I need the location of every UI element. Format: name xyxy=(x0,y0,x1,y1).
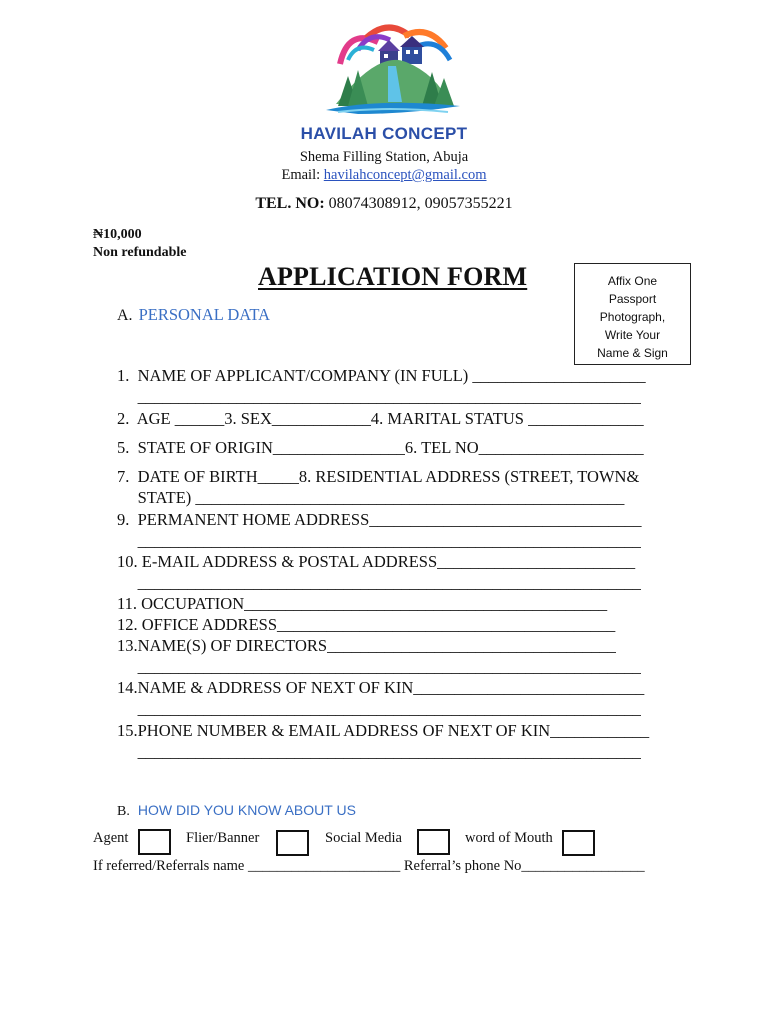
field-age-sex-marital[interactable]: 2. AGE ______3. SEX____________4. MARITAL STATUS ______________ xyxy=(117,409,644,428)
field-next-of-kin[interactable]: 14.NAME & ADDRESS OF NEXT OF KIN____________________________ xyxy=(117,678,645,697)
brand-name: HAVILAH CONCEPT xyxy=(300,124,468,143)
option-flier-label: Flier/Banner xyxy=(186,830,260,846)
email-link[interactable]: havilahconcept@gmail.com xyxy=(323,167,487,183)
field-occupation[interactable]: 11. OCCUPATION____________________________________________ xyxy=(117,594,608,613)
option-agent-label: Agent xyxy=(93,830,129,846)
fee-note: Non refundable xyxy=(93,245,187,260)
field-office-address[interactable]: 12. OFFICE ADDRESS_________________________________________ xyxy=(117,615,616,634)
photo-box-line: Name & Sign xyxy=(597,346,668,360)
field-email-postal[interactable]: 10. E-MAIL ADDRESS & POSTAL ADDRESS________________________ xyxy=(117,552,636,571)
photo-box-line: Photograph, xyxy=(599,310,666,324)
field-line-continuation[interactable]: _____________________________________________________________ xyxy=(117,387,641,406)
field-name-of-applicant[interactable]: 1. NAME OF APPLICANT/COMPANY (IN FULL) _____________________ xyxy=(117,366,646,385)
section-a-title: PERSONAL DATA xyxy=(138,305,271,324)
tel-numbers: 08074308912, 09057355221 xyxy=(324,195,513,212)
referral-line[interactable]: If referred/Referrals name _____________________ Referral’s phone No_________________ xyxy=(93,858,645,874)
option-word-of-mouth-checkbox[interactable] xyxy=(562,830,595,856)
section-a-letter: A. xyxy=(117,307,133,324)
email-label: Email: xyxy=(281,167,324,183)
field-dob-residential[interactable]: 7. DATE OF BIRTH_____8. RESIDENTIAL ADDRESS (STREET, TOWN& xyxy=(117,467,640,486)
company-address: Shema Filling Station, Abuja xyxy=(299,149,469,165)
option-flier-checkbox[interactable] xyxy=(276,830,309,856)
option-word-of-mouth-label: word of Mouth xyxy=(465,830,553,846)
option-agent-checkbox[interactable] xyxy=(138,829,171,855)
photo-box-line: Passport xyxy=(608,292,657,306)
photo-box-line: Write Your xyxy=(604,328,661,342)
option-social-media-label: Social Media xyxy=(325,830,402,846)
photo-box-line: Affix One xyxy=(607,274,658,288)
form-title: APPLICATION FORM xyxy=(258,262,528,291)
section-b-title: HOW DID YOU KNOW ABOUT US xyxy=(137,802,356,818)
field-state-tel[interactable]: 5. STATE OF ORIGIN________________6. TEL NO____________________ xyxy=(117,438,644,457)
option-social-media-checkbox[interactable] xyxy=(417,829,450,855)
fee-amount: ₦10,000 xyxy=(93,227,142,242)
tel-label: TEL. NO: xyxy=(255,195,325,212)
field-line-continuation[interactable]: _____________________________________________________________ xyxy=(117,699,641,718)
field-permanent-address[interactable]: 9. PERMANENT HOME ADDRESS_________________________________ xyxy=(117,510,642,529)
field-line-continuation[interactable]: _____________________________________________________________ xyxy=(117,531,641,550)
field-line-continuation[interactable]: _____________________________________________________________ xyxy=(117,573,641,592)
field-line-continuation[interactable]: _____________________________________________________________ xyxy=(117,742,641,761)
field-residential-state[interactable]: STATE) ____________________________________________________ xyxy=(117,488,625,507)
section-b-letter: B. xyxy=(117,804,130,819)
field-line-continuation[interactable]: _____________________________________________________________ xyxy=(117,657,641,676)
field-next-of-kin-contact[interactable]: 15.PHONE NUMBER & EMAIL ADDRESS OF NEXT OF KIN____________ xyxy=(117,721,650,740)
field-directors[interactable]: 13.NAME(S) OF DIRECTORS___________________________________ xyxy=(117,636,616,655)
section-b-heading xyxy=(117,802,356,820)
